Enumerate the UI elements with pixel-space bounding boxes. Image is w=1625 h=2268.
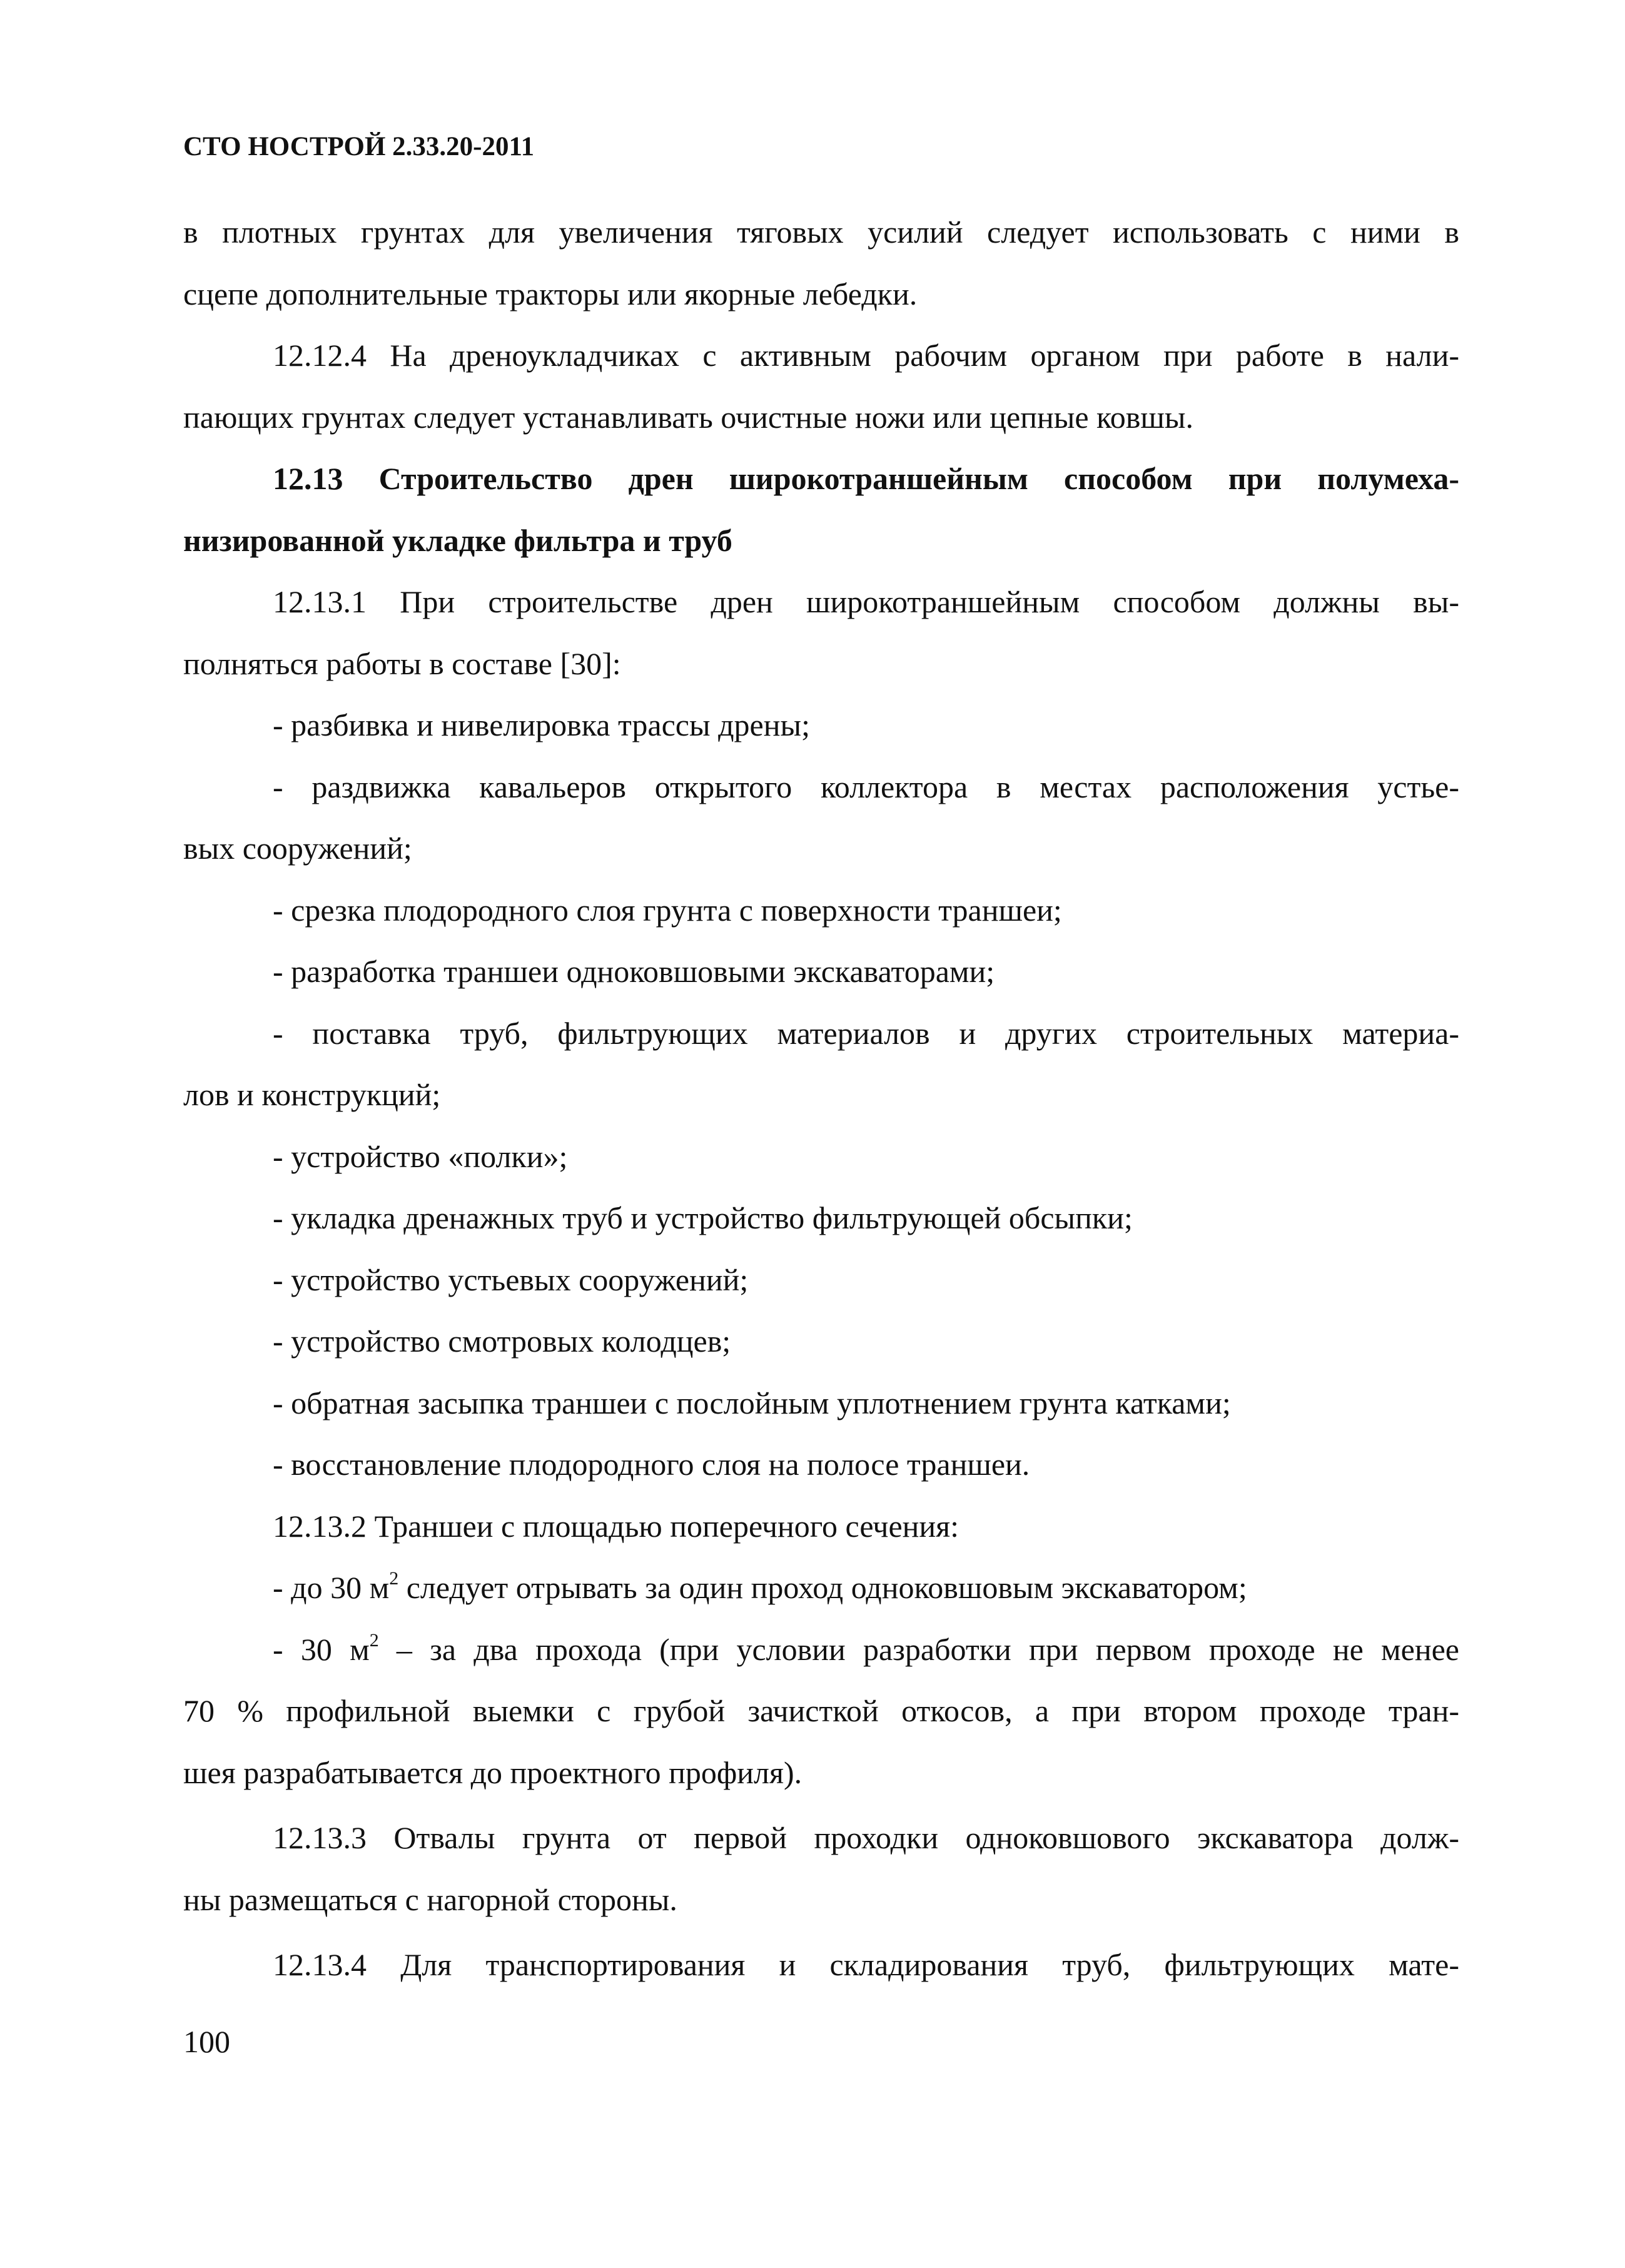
superscript: 2 xyxy=(389,1568,399,1589)
paragraph-line: 12.12.4 На дреноукладчиках с активным рабочим органом при работе в нали- xyxy=(273,338,1459,373)
list-item-text: - до 30 м xyxy=(273,1570,390,1605)
list-item-text: - 30 м xyxy=(273,1631,370,1667)
document-header: СТО НОСТРОЙ 2.33.20-2011 xyxy=(183,132,535,161)
list-item: - устройство устьевых сооружений; xyxy=(273,1262,749,1297)
list-item-text: – за два прохода (при условии разработки при первом проходе не менее xyxy=(378,1631,1459,1667)
list-item: - укладка дренажных труб и устройство фильтрующей обсыпки; xyxy=(273,1200,1133,1235)
paragraph-line: пающих грунтах следует устанавливать очистные ножи или цепные ковшы. xyxy=(183,399,1193,435)
list-item: - восстановление плодородного слоя на полосе траншеи. xyxy=(273,1447,1030,1482)
section-heading-line: 12.13 Строительство дрен широкотраншейным способом при полумеха- xyxy=(273,461,1459,496)
list-item: - разбивка и нивелировка трассы дрены; xyxy=(273,707,810,742)
list-item: - обратная засыпка траншеи с послойным уплотнением грунта катками; xyxy=(273,1385,1231,1420)
paragraph-line: 12.13.3 Отвалы грунта от первой проходки одноковшового экскаватора долж- xyxy=(273,1820,1459,1855)
list-item: - устройство смотровых колодцев; xyxy=(273,1324,731,1359)
paragraph-line: сцепе дополнительные тракторы или якорные лебедки. xyxy=(183,276,918,311)
paragraph-line: ны размещаться с нагорной стороны. xyxy=(183,1881,677,1917)
paragraph-line: полняться работы в составе [30]: xyxy=(183,645,621,681)
list-item: - раздвижка кавальеров открытого коллектора в местах расположения устье- xyxy=(273,769,1459,804)
superscript: 2 xyxy=(369,1629,379,1651)
paragraph-line: в плотных грунтах для увеличения тяговых усилий следует использовать с ними в xyxy=(183,215,1459,250)
list-item: - устройство «полки»; xyxy=(273,1138,568,1174)
list-item-continuation: вых сооружений; xyxy=(183,831,412,866)
list-item-text: следует отрывать за один проход одноковшовым экскаватором; xyxy=(398,1570,1247,1605)
section-heading-line: низированной укладке фильтра и труб xyxy=(183,522,732,558)
list-item xyxy=(183,1557,1459,1619)
page-number: 100 xyxy=(183,2024,230,2059)
paragraph-line: 12.13.4 Для транспортирования и складирования труб, фильтрующих мате- xyxy=(273,1947,1459,1982)
list-item-continuation: лов и конструкций; xyxy=(183,1077,441,1112)
paragraph-line: 12.13.1 При строительстве дрен широкотраншейным способом должны вы- xyxy=(273,584,1459,619)
paragraph-line: 12.13.2 Траншеи с площадью поперечного сечения: xyxy=(273,1508,959,1544)
list-item xyxy=(183,1619,1459,1681)
paragraph-line: шея разрабатывается до проектного профиля). xyxy=(183,1754,802,1790)
document-body xyxy=(183,201,1459,1996)
paragraph-line: 70 % профильной выемки с грубой зачисткой откосов, а при втором проходе тран- xyxy=(183,1693,1459,1728)
list-item: - поставка труб, фильтрующих материалов и других строительных материа- xyxy=(273,1015,1459,1051)
list-item: - срезка плодородного слоя грунта с поверхности траншеи; xyxy=(273,892,1062,928)
list-item: - разработка траншеи одноковшовыми экскаваторами; xyxy=(273,954,995,989)
